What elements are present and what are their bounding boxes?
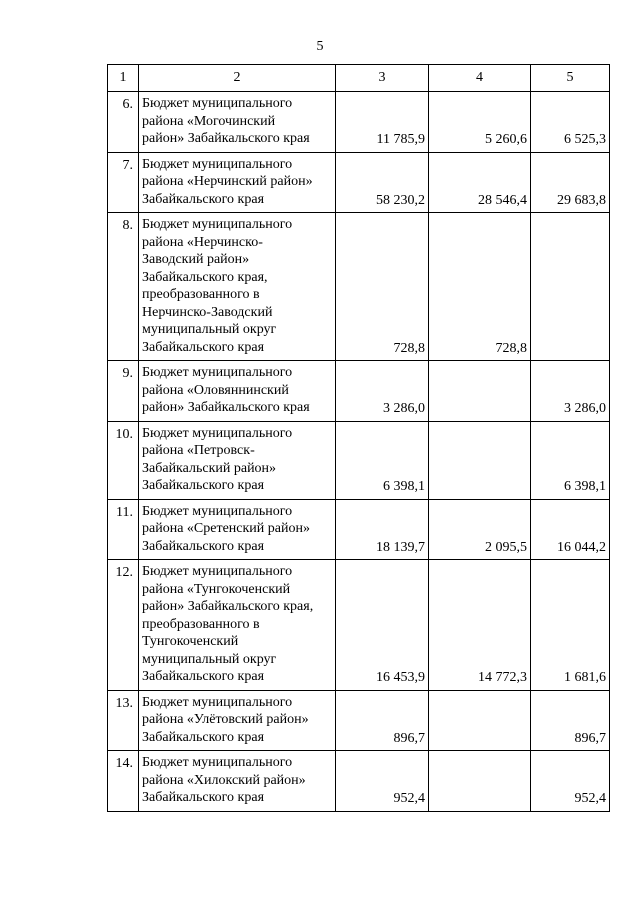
amount-column-4: 2 095,5 — [429, 499, 531, 560]
budget-name-line: района «Сретенский район» — [142, 521, 310, 536]
row-number: 9. — [108, 361, 139, 422]
amount-column-4 — [429, 361, 531, 422]
amount-column-3: 6 398,1 — [336, 421, 429, 499]
budget-name — [139, 751, 336, 812]
amount-column-4: 28 546,4 — [429, 152, 531, 213]
budget-name-line: района «Тунгокоченский — [142, 581, 291, 597]
budget-name-line: района «Петровск- — [142, 443, 255, 458]
amount-column-3: 58 230,2 — [336, 152, 429, 213]
table-row — [108, 361, 610, 422]
budget-name — [139, 92, 336, 153]
column-header-1: 1 — [108, 65, 139, 92]
table-row — [108, 92, 610, 153]
budget-name-line: Забайкальского края — [142, 339, 265, 355]
budget-name-line: Забайкальский район» — [142, 460, 277, 476]
amount-column-3: 728,8 — [336, 213, 429, 361]
row-number: 6. — [108, 92, 139, 153]
budget-name-line: район» Забайкальского края — [142, 400, 310, 415]
budget-name-line: Бюджет муниципального — [142, 96, 293, 111]
row-number: 10. — [108, 421, 139, 499]
page-number: 5 — [316, 39, 324, 54]
row-number: 13. — [108, 690, 139, 751]
budget-name-line: район» Забайкальского края — [142, 131, 310, 146]
amount-column-3: 3 286,0 — [336, 361, 429, 422]
budget-name-line: Бюджет муниципального — [142, 217, 293, 232]
budget-name-line: Тунгокоченский — [142, 634, 239, 649]
column-header-3: 3 — [336, 65, 429, 92]
amount-column-5: 6 398,1 — [531, 421, 610, 499]
table-row — [108, 421, 610, 499]
budget-name-line: Бюджет муниципального — [142, 425, 293, 441]
budget-name — [139, 690, 336, 751]
budget-name-line: района «Нерчинский район» — [142, 174, 313, 189]
budget-name-line: муниципальный округ — [142, 651, 277, 667]
budget-name-line: Забайкальского края — [142, 790, 265, 805]
budget-name-line: Бюджет муниципального — [142, 564, 293, 579]
amount-column-5: 896,7 — [531, 690, 610, 751]
budget-name — [139, 560, 336, 691]
budget-name-line: Бюджет муниципального — [142, 156, 293, 172]
row-number: 7. — [108, 152, 139, 213]
budget-name-line: Бюджет муниципального — [142, 755, 293, 770]
table-row — [108, 690, 610, 751]
budget-name-line: Забайкальского края — [142, 191, 265, 207]
amount-column-3: 11 785,9 — [336, 92, 429, 153]
column-header-2: 2 — [139, 65, 336, 92]
budget-name-line: Нерчинско-Заводский — [142, 304, 273, 320]
budget-name-line: района «Оловяннинский — [142, 382, 289, 398]
amount-column-3: 18 139,7 — [336, 499, 429, 560]
row-number: 11. — [108, 499, 139, 560]
budget-name-line: Забайкальского края — [142, 669, 265, 684]
amount-column-5: 29 683,8 — [531, 152, 610, 213]
amount-column-5: 6 525,3 — [531, 92, 610, 153]
amount-column-4 — [429, 751, 531, 812]
amount-column-4: 728,8 — [429, 213, 531, 361]
budget-name-line: Заводский район» — [142, 252, 250, 267]
budget-name-line: муниципальный округ — [142, 322, 277, 337]
amount-column-4: 5 260,6 — [429, 92, 531, 153]
budget-table — [107, 64, 610, 812]
amount-column-3: 896,7 — [336, 690, 429, 751]
budget-name — [139, 499, 336, 560]
budget-name-line: района «Улётовский район» — [142, 712, 309, 727]
amount-column-3: 16 453,9 — [336, 560, 429, 691]
column-header-4: 4 — [429, 65, 531, 92]
header-row — [108, 65, 610, 92]
budget-name-line: района «Нерчинско- — [142, 234, 263, 250]
budget-name-line: Забайкальского края, — [142, 269, 268, 285]
budget-name-line: Бюджет муниципального — [142, 503, 293, 519]
budget-name-line: Забайкальского края — [142, 729, 265, 745]
amount-column-5: 16 044,2 — [531, 499, 610, 560]
amount-column-5: 1 681,6 — [531, 560, 610, 691]
budget-name-line: района «Могочинский — [142, 113, 276, 129]
budget-name — [139, 213, 336, 361]
budget-name-line: преобразованного в — [142, 287, 260, 302]
budget-name-line: Забайкальского края — [142, 538, 265, 554]
table-row — [108, 560, 610, 691]
row-number: 14. — [108, 751, 139, 812]
row-number: 8. — [108, 213, 139, 361]
amount-column-4 — [429, 421, 531, 499]
table-row — [108, 152, 610, 213]
table-row — [108, 499, 610, 560]
amount-column-4 — [429, 690, 531, 751]
budget-name-line: Бюджет муниципального — [142, 694, 293, 710]
amount-column-5 — [531, 213, 610, 361]
budget-name-line: Бюджет муниципального — [142, 365, 293, 380]
column-header-5: 5 — [531, 65, 610, 92]
budget-name — [139, 361, 336, 422]
amount-column-5: 3 286,0 — [531, 361, 610, 422]
amount-column-3: 952,4 — [336, 751, 429, 812]
budget-name — [139, 152, 336, 213]
budget-name — [139, 421, 336, 499]
budget-name-line: района «Хилокский район» — [142, 772, 306, 788]
table-row — [108, 751, 610, 812]
amount-column-5: 952,4 — [531, 751, 610, 812]
budget-name-line: район» Забайкальского края, — [142, 599, 314, 614]
row-number: 12. — [108, 560, 139, 691]
amount-column-4: 14 772,3 — [429, 560, 531, 691]
table-row — [108, 213, 610, 361]
budget-name-line: преобразованного в — [142, 616, 260, 632]
budget-name-line: Забайкальского края — [142, 478, 265, 493]
